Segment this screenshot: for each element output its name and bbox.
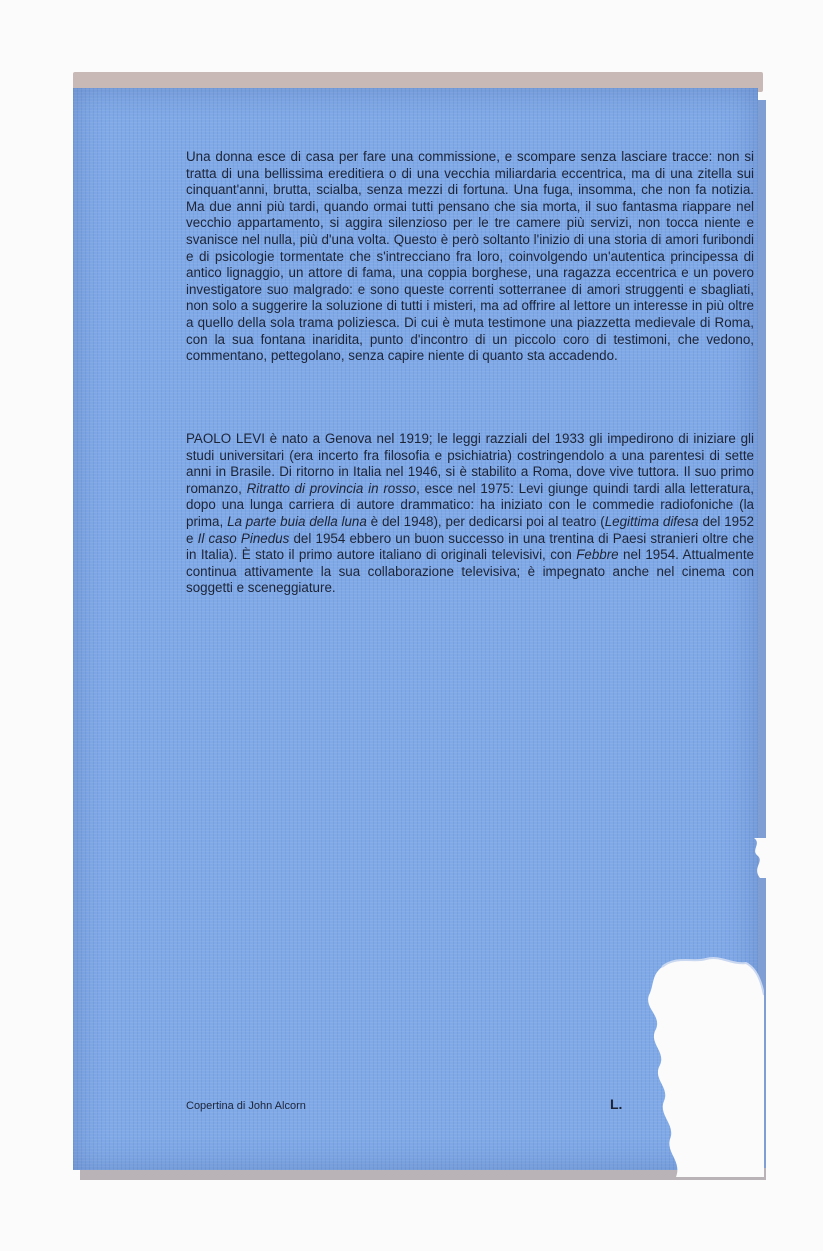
edge-tear bbox=[748, 838, 770, 878]
bio-text: PAOLO LEVI è nato a Genova nel 1919; le leggi razziali del 1933 gli impedirono di iniziare gli studi universitari (era incerto fra filosofia e psichiatria) costringendolo a una parentesi di sette anni in Brasile. Di ritorno in Italia nel 1946, si è stabilito a Roma, dove vive tuttora. Il suo primo romanzo, bbox=[186, 431, 754, 496]
bio-book-title: Ritratto di provincia in rosso bbox=[246, 480, 417, 496]
bio-play-title: Il caso Pinedus bbox=[197, 530, 290, 546]
author-bio-paragraph bbox=[186, 431, 754, 597]
price-label: L. bbox=[610, 1096, 623, 1112]
bio-play-title: La parte buia della luna bbox=[227, 513, 367, 529]
bio-text: , esce nel 1975: Levi giunge quindi tardi alla letteratura, dopo una lunga carriera di autore drammatico: ha iniziato con le commedie radiofoniche (la prima, bbox=[186, 480, 754, 529]
bio-tv-title: Febbre bbox=[576, 547, 619, 563]
torn-paper-damage bbox=[636, 955, 764, 1177]
bio-text: è del 1948), per dedicarsi poi al teatro ( bbox=[366, 513, 605, 529]
synopsis-paragraph: Una donna esce di casa per fare una commissione, e scompare senza lasciare tracce: non si tratta di una bellissima ereditiera o di una vecchia miliardaria eccentrica, ma di una zitella sui cinquant'anni, brutta, scialba, senza mezzi di fortuna. Una fuga, insomma, che non fa notizia. Ma due anni più tardi, quando ormai tutti pensano che sia morta, il suo fantasma riappare nel vecchio appartamento, si aggira silenzioso per le tre camere più servizi, non tocca niente e svanisce nel nulla, più d'una volta. Questo è però soltanto l'inizio di una storia di amori furibondi e di psicologie tormentate che s'intrecciano fra loro, coinvolgendo un'autentica principessa di antico lignaggio, un attore di fama, una coppia borghese, una ragazza eccentrica e un povero investigatore suo malgrado: e sono queste correnti sotterranee di amori struggenti e sbagliati, non solo a suggerire la soluzione di tutti i misteri, ma ad offrire al lettore un interesse in più oltre a quello della sola trama poliziesca. Di cui è muta testimone una piazzetta medievale di Roma, con la sua fontana inaridita, punto d'incontro di un piccolo coro di testimoni, che vedono, commentano, pettegolano, senza capire niente di quanto sta accadendo. bbox=[186, 149, 754, 364]
bio-text: del 1952 e bbox=[186, 513, 754, 546]
bio-text: del 1954 ebbero un buon successo in una trentina di Paesi stranieri oltre che in Italia). È stato il primo autore italiano di originali televisivi, con bbox=[186, 530, 755, 563]
bio-text: nel 1954. Attualmente continua attivamente la sua collaborazione televisiva; è impegnato anche nel cinema con soggetti e sceneggiature. bbox=[186, 547, 754, 596]
cover-credit: Copertina di John Alcorn bbox=[186, 1100, 306, 1112]
bio-play-title: Legittima difesa bbox=[604, 513, 699, 529]
